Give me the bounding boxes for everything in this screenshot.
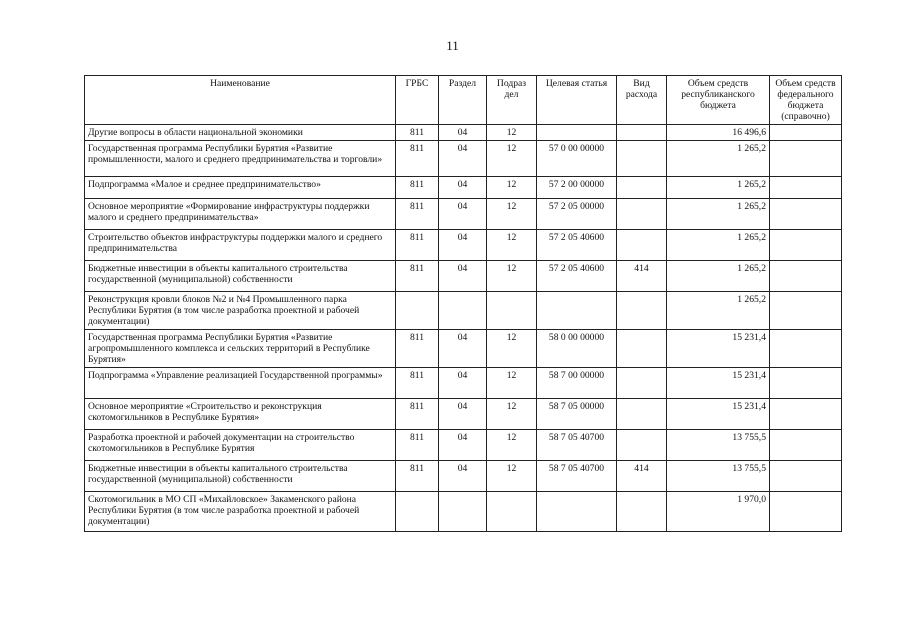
cell-grbs — [396, 292, 439, 330]
cell-target: 57 2 05 00000 — [537, 199, 617, 230]
table-row — [85, 330, 842, 368]
col-header-razdel: Раздел — [439, 76, 487, 125]
cell-name: Подпрограмма «Управление реализацией Государственной программы» — [85, 368, 396, 399]
cell-name: Реконструкция кровли блоков №2 и №4 Промышленного парка Республики Бурятия (в том числе разработка проектной и рабочей документации) — [85, 292, 396, 330]
cell-podrazdel — [487, 492, 537, 532]
cell-vid: 414 — [617, 261, 667, 292]
cell-grbs: 811 — [396, 399, 439, 430]
cell-vid — [617, 492, 667, 532]
cell-fed-budget — [770, 461, 842, 492]
cell-vid — [617, 368, 667, 399]
cell-podrazdel: 12 — [487, 330, 537, 368]
header-row — [85, 76, 842, 125]
cell-podrazdel: 12 — [487, 141, 537, 177]
cell-grbs: 811 — [396, 430, 439, 461]
table-row — [85, 177, 842, 199]
cell-name: Бюджетные инвестиции в объекты капитального строительства государственной (муниципальной) собственности — [85, 261, 396, 292]
cell-target: 58 7 05 40700 — [537, 430, 617, 461]
cell-grbs: 811 — [396, 261, 439, 292]
cell-vid — [617, 230, 667, 261]
cell-fed-budget — [770, 141, 842, 177]
cell-vid — [617, 330, 667, 368]
cell-name: Подпрограмма «Малое и среднее предпринимательство» — [85, 177, 396, 199]
cell-razdel — [439, 292, 487, 330]
cell-target: 58 7 05 40700 — [537, 461, 617, 492]
cell-rep-budget: 16 496,6 — [667, 125, 770, 141]
cell-podrazdel: 12 — [487, 261, 537, 292]
cell-razdel: 04 — [439, 430, 487, 461]
cell-rep-budget: 13 755,5 — [667, 461, 770, 492]
table-row — [85, 461, 842, 492]
table-row — [85, 430, 842, 461]
cell-podrazdel: 12 — [487, 199, 537, 230]
cell-rep-budget: 1 265,2 — [667, 199, 770, 230]
col-header-podrazdel: Подраз дел — [487, 76, 537, 125]
cell-rep-budget: 1 265,2 — [667, 292, 770, 330]
cell-grbs: 811 — [396, 141, 439, 177]
table-row — [85, 125, 842, 141]
cell-target — [537, 492, 617, 532]
col-header-target: Целевая статья — [537, 76, 617, 125]
table-row — [85, 292, 842, 330]
cell-vid: 414 — [617, 461, 667, 492]
cell-vid — [617, 430, 667, 461]
cell-razdel: 04 — [439, 330, 487, 368]
cell-name: Бюджетные инвестиции в объекты капитального строительства государственной (муниципальной) собственности — [85, 461, 396, 492]
cell-vid — [617, 292, 667, 330]
cell-razdel: 04 — [439, 261, 487, 292]
cell-name: Основное мероприятие «Строительство и реконструкция скотомогильников в Республике Бурятия» — [85, 399, 396, 430]
page-number: 11 — [446, 38, 459, 53]
cell-podrazdel: 12 — [487, 430, 537, 461]
cell-name: Строительство объектов инфраструктуры поддержки малого и среднего предпринимательства — [85, 230, 396, 261]
cell-target: 57 2 05 40600 — [537, 230, 617, 261]
cell-rep-budget: 13 755,5 — [667, 430, 770, 461]
cell-vid — [617, 141, 667, 177]
cell-razdel: 04 — [439, 199, 487, 230]
cell-rep-budget: 15 231,4 — [667, 330, 770, 368]
cell-rep-budget: 1 265,2 — [667, 230, 770, 261]
cell-target: 57 0 00 00000 — [537, 141, 617, 177]
col-header-rep-budget: Объем средств республиканского бюджета — [667, 76, 770, 125]
cell-vid — [617, 399, 667, 430]
cell-podrazdel: 12 — [487, 177, 537, 199]
cell-razdel — [439, 492, 487, 532]
cell-podrazdel: 12 — [487, 230, 537, 261]
cell-target: 58 0 00 00000 — [537, 330, 617, 368]
cell-name: Разработка проектной и рабочей документации на строительство скотомогильников в Республике Бурятия — [85, 430, 396, 461]
cell-grbs: 811 — [396, 199, 439, 230]
budget-table — [84, 75, 842, 532]
cell-grbs: 811 — [396, 368, 439, 399]
cell-fed-budget — [770, 292, 842, 330]
cell-fed-budget — [770, 261, 842, 292]
cell-razdel: 04 — [439, 230, 487, 261]
table-row — [85, 399, 842, 430]
cell-grbs: 811 — [396, 177, 439, 199]
cell-podrazdel: 12 — [487, 368, 537, 399]
cell-rep-budget: 1 970,0 — [667, 492, 770, 532]
cell-grbs: 811 — [396, 461, 439, 492]
cell-grbs: 811 — [396, 330, 439, 368]
cell-rep-budget: 15 231,4 — [667, 399, 770, 430]
table-row — [85, 368, 842, 399]
cell-fed-budget — [770, 430, 842, 461]
cell-target: 57 2 05 40600 — [537, 261, 617, 292]
cell-razdel: 04 — [439, 461, 487, 492]
cell-grbs: 811 — [396, 230, 439, 261]
table-row — [85, 492, 842, 532]
cell-podrazdel: 12 — [487, 461, 537, 492]
cell-razdel: 04 — [439, 141, 487, 177]
cell-grbs: 811 — [396, 125, 439, 141]
table-row — [85, 199, 842, 230]
cell-fed-budget — [770, 330, 842, 368]
cell-vid — [617, 199, 667, 230]
cell-fed-budget — [770, 399, 842, 430]
cell-podrazdel: 12 — [487, 125, 537, 141]
cell-razdel: 04 — [439, 125, 487, 141]
col-header-grbs: ГРБС — [396, 76, 439, 125]
cell-razdel: 04 — [439, 177, 487, 199]
cell-name: Основное мероприятие «Формирование инфраструктуры поддержки малого и среднего предпринимательства» — [85, 199, 396, 230]
cell-name: Скотомогильник в МО СП «Михайловское» Закаменского района Республики Бурятия (в том числе разработка проектной и рабочей документации) — [85, 492, 396, 532]
table-row — [85, 261, 842, 292]
cell-name: Государственная программа Республики Бурятия «Развитие агропромышленного комплекса и сельских территорий в Республике Бурятия» — [85, 330, 396, 368]
cell-target — [537, 292, 617, 330]
col-header-vid: Вид расхода — [617, 76, 667, 125]
cell-rep-budget: 15 231,4 — [667, 368, 770, 399]
cell-name: Другие вопросы в области национальной экономики — [85, 125, 396, 141]
table-row — [85, 230, 842, 261]
cell-rep-budget: 1 265,2 — [667, 261, 770, 292]
cell-podrazdel: 12 — [487, 399, 537, 430]
cell-fed-budget — [770, 492, 842, 532]
cell-vid — [617, 177, 667, 199]
cell-rep-budget: 1 265,2 — [667, 141, 770, 177]
cell-target — [537, 125, 617, 141]
cell-fed-budget — [770, 199, 842, 230]
col-header-name: Наименование — [85, 76, 396, 125]
cell-name: Государственная программа Республики Бурятия «Развитие промышленности, малого и среднего предпринимательства и торговли» — [85, 141, 396, 177]
cell-podrazdel — [487, 292, 537, 330]
cell-razdel: 04 — [439, 399, 487, 430]
cell-fed-budget — [770, 125, 842, 141]
cell-fed-budget — [770, 230, 842, 261]
cell-vid — [617, 125, 667, 141]
cell-target: 57 2 00 00000 — [537, 177, 617, 199]
table-row — [85, 141, 842, 177]
cell-fed-budget — [770, 368, 842, 399]
col-header-fed-budget: Объем средств федерального бюджета (справочно) — [770, 76, 842, 125]
cell-rep-budget: 1 265,2 — [667, 177, 770, 199]
cell-target: 58 7 05 00000 — [537, 399, 617, 430]
cell-fed-budget — [770, 177, 842, 199]
cell-razdel: 04 — [439, 368, 487, 399]
cell-target: 58 7 00 00000 — [537, 368, 617, 399]
cell-grbs — [396, 492, 439, 532]
